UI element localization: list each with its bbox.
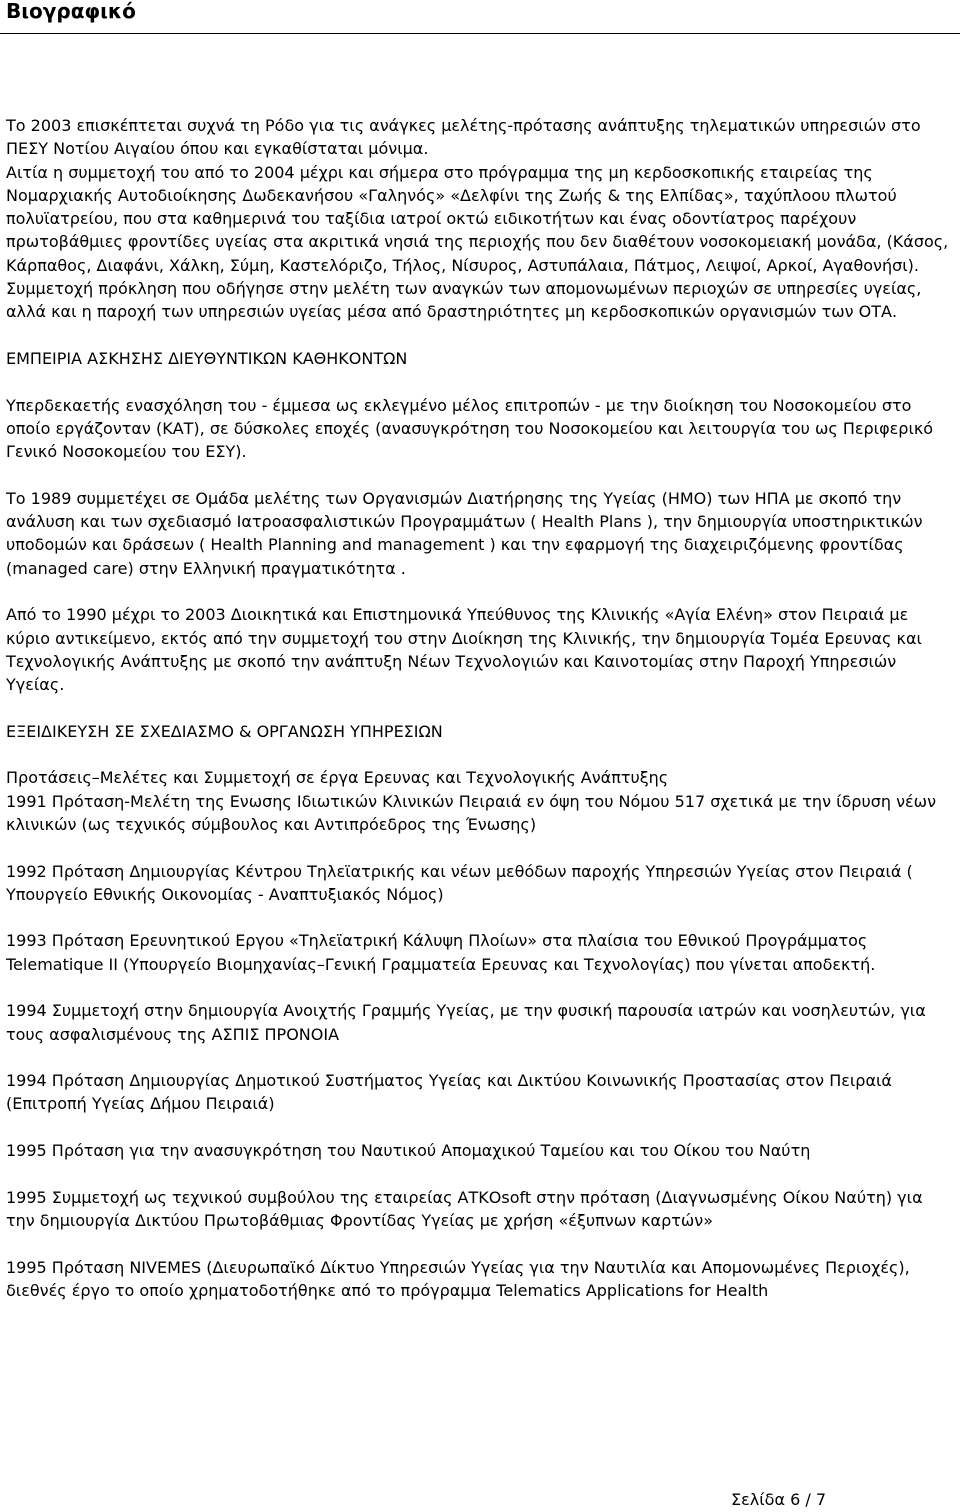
section-heading-specialization: ΕΞΕΙΔΙΚΕΥΣΗ ΣΕ ΣΧΕΔΙΑΣΜΟ & ΟΡΓΑΝΩΣΗ ΥΠΗΡΕΣΙΩΝ: [6, 721, 443, 741]
entry-1994-municipal-health: 1994 Πρόταση Δημιουργίας Δημοτικού Συστήματος Υγείας και Δικτύου Κοινωνικής Προστασίας στον Πειραιά (Επιτροπή Υγείας Δήμου Πειραιά): [6, 1071, 892, 1114]
spacer: [6, 906, 956, 929]
paragraph-hmo-1989: Το 1989 συμμετέχει σε Ομάδα μελέτης των Οργανισμών Διατήρησης της Υγείας (ΗΜΟ) των ΗΠΑ με σκοπό την ανάλυση και των σχεδιασμό Ιατροασφαλιστικών Προγραμμάτων ( Health Plans ), την δημιουργία υποστηρικτικών υποδομών και δράσεων ( Health Planning and management ) και την εφαρμογή της διαχειριζόμενης φροντίδας (managed care) στην Ελληνική πραγματικότητα .: [6, 488, 923, 578]
spacer: [6, 976, 956, 999]
spacer: [6, 370, 956, 393]
spacer: [6, 580, 956, 603]
entry-1993: 1993 Πρόταση Ερευνητικού Εργου «Τηλεϊατρική Κάλυψη Πλοίων» στα πλαίσια του Εθνικού Προγράμματος Telematique II (Υπουργείο Βιομηχανίας–Γενική Γραμματεία Ερευνας και Τεχνολογίας) που γίνεται αποδεκτή.: [6, 931, 876, 974]
entry-1992: 1992 Πρόταση Δημιουργίας Κέντρου Τηλεϊατρικής και νέων μεθόδων παροχής Υπηρεσιών Υγείας στον Πειραιά ( Υπουργείο Εθνικής Οικονομίας - Αναπτυξιακός Νόμος): [6, 861, 913, 904]
entry-1995-atkosoft: 1995 Συμμετοχή ως τεχνικού συμβούλου της εταιρείας ΑΤΚΟsoft στην πρόταση (Διαγνωσμένης Οίκου Ναύτη) για την δημιουργία Δικτύου Πρωτοβάθμιας Φροντίδας Υγείας με χρήση «έξυπνων καρτών»: [6, 1187, 923, 1230]
header-divider: [0, 33, 960, 34]
spacer: [6, 1232, 956, 1255]
spacer: [6, 1162, 956, 1185]
entry-1994-health-line: 1994 Συμμετοχή στην δημιουργία Ανοιχτής Γραμμής Υγείας, με την φυσική παρουσία ιατρών και νοσηλευτών, για τους ασφαλισμένους της ΑΣΠΙΣ ΠΡΟΝΟΙΑ: [6, 1001, 926, 1044]
paragraph-remote-areas-study: Συμμετοχή πρόκληση που οδήγησε στην μελέτη των αναγκών των απομονωμένων περιοχών σε υπηρεσίες υγείας, αλλά και η παροχή των υπηρεσιών υγείας μέσα από δραστηριότητες μη κερδοσκοπικών οργανισμών των ΟΤΑ.: [6, 279, 922, 322]
spacer: [6, 1116, 956, 1139]
spacer: [6, 463, 956, 486]
document-body: [6, 114, 956, 1302]
spacer: [6, 324, 956, 347]
spacer: [6, 743, 956, 766]
paragraph-kat-hospital: Υπερδεκαετής ενασχόληση του - έμμεσα ως εκλεγμένο μέλος επιτροπών - με την διοίκηση του Νοσοκομείου στο οποίο εργάζονταν (ΚΑΤ), σε δύσκολες εποχές (ανασυγκρότηση του Νοσοκομείου και λειτουργία του ως Περιφερικό Γενικό Νοσοκομείου του ΕΣΥ).: [6, 395, 934, 462]
spacer: [6, 836, 956, 859]
spacer: [6, 696, 956, 719]
paragraph-rhodes-2003: Το 2003 επισκέπτεται συχνά τη Ρόδο για τις ανάγκες μελέτης-πρότασης ανάπτυξης τηλεματικών υπηρεσιών στο ΠΕΣΥ Νοτίου Αιγαίου όπου και εγκαθίσταται μόνιμα.: [6, 116, 921, 159]
entry-1995-nivemes: 1995 Πρόταση NIVEMES (Διευρωπαϊκό Δίκτυο Υπηρεσιών Υγείας για την Ναυτιλία και Απομονωμένες Περιοχές), διεθνές έργο το οποίο χρηματοδοτήθηκε από το πρόγραμμα Telematics Applications for Health: [6, 1257, 910, 1300]
page-number: Σελίδα 6 / 7: [731, 1490, 826, 1509]
paragraph-galinos-program: Αιτία η συμμετοχή του από το 2004 μέχρι και σήμερα στο πρόγραμμα της μη κερδοσκοπικής εταιρείας της Νομαρχιακής Αυτοδιοίκησης Δωδεκανήσου «Γαληνός» «Δελφίνι της Ζωής & της Ελπίδας», ταχύπλοου πλωτού πολυϊατρείου, που στα καθημερινά του ταξίδια ιατροί οκτώ ειδικοτήτων και ένας οδοντίατρος παρέχουν πρωτοβάθμιες φροντίδες υγείας στα ακριτικά νησιά της περιοχής που δεν διαθέτουν νοσοκομειακή μονάδα, (Κάσος, Κάρπαθος, Διαφάνι, Χάλκη, Σύμη, Καστελόριζο, Τήλος, Νίσυρος, Αστυπάλαια, Πάτμος, Λειψοί, Αρκοί, Αγαθονήσι).: [6, 162, 949, 275]
entry-1991: 1991 Πρόταση-Μελέτη της Ενωσης Ιδιωτικών Κλινικών Πειραιά εν όψη του Νόμου 517 σχετικά με την ίδρυση νέων κλινικών (ως τεχνικός σύμβουλος και Αντιπρόεδρος της Ένωσης): [6, 791, 936, 834]
entry-1995-naval-fund: 1995 Πρόταση για την ανασυγκρότηση του Ναυτικού Απομαχικού Ταμείου και του Οίκου του Ναύτη: [6, 1141, 811, 1161]
page-title: Βιογραφικό: [6, 0, 136, 23]
section-heading-management: ΕΜΠΕΙΡΙΑ ΑΣΚΗΣΗΣ ΔΙΕΥΘΥΝΤΙΚΩΝ ΚΑΘΗΚΟΝΤΩΝ: [6, 348, 408, 368]
spacer: [6, 1046, 956, 1069]
subheading-proposals: Προτάσεις–Μελέτες και Συμμετοχή σε έργα Ερευνας και Τεχνολογικής Ανάπτυξης: [6, 768, 669, 788]
paragraph-agia-eleni-clinic: Από το 1990 μέχρι το 2003 Διοικητικά και Επιστημονικά Υπεύθυνος της Κλινικής «Αγία Ελένη» στον Πειραιά με κύριο αντικείμενο, εκτός από την συμμετοχή του στην Διοίκηση της Κλινικής, την δημιουργία Τομέα Ερευνας και Τεχνολογικής Ανάπτυξης με σκοπό την ανάπτυξη Νέων Τεχνολογιών και Καινοτομίας στην Παροχή Υπηρεσιών Υγείας.: [6, 605, 922, 695]
